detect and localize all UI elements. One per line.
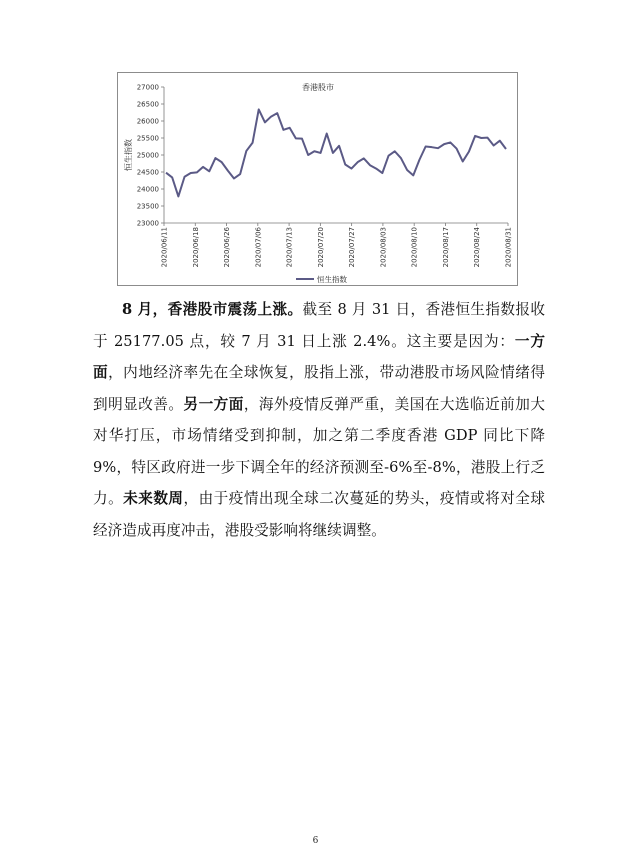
legend: [296, 274, 347, 284]
x-tick-label: 2020/08/10: [410, 227, 419, 268]
x-tick-label: 2020/07/20: [316, 227, 325, 268]
x-tick-label: 2020/07/13: [285, 227, 294, 268]
x-tick-label: 2020/08/17: [441, 227, 450, 268]
paragraph-lead: 8 月，香港股市震荡上涨。: [122, 301, 303, 318]
x-tick-label: 2020/08/24: [473, 227, 482, 268]
paragraph-text: ，由于疫情出现全球二次蔓延的势头，疫情或将对全球经济造成再度冲击，港股受影响将继续调整。: [93, 490, 546, 539]
y-tick-label: 25500: [136, 134, 159, 143]
chart-title: 香港股市: [302, 83, 334, 92]
x-tick-label: 2020/07/27: [348, 227, 357, 268]
y-tick-label: 25000: [136, 151, 159, 160]
y-axis-label: 恒生指数: [124, 139, 133, 171]
x-tick-label: 2020/08/31: [504, 227, 513, 268]
page-number: 6: [312, 836, 319, 846]
y-tick-label: 23000: [136, 219, 159, 228]
series-layer: [166, 109, 506, 196]
x-tick-label: 2020/06/18: [191, 227, 200, 268]
y-tick-label: 26000: [136, 117, 159, 126]
series-line-hang-seng: [166, 109, 506, 196]
paragraph-text: ，海外疫情反弹严重，美国在大选临近前加大对华打压，市场情绪受到抑制，加之第二季度香港 GDP 同比下降 9%，特区政府进一步下调全年的经济预测至-6%至-8%，港股上行乏力。: [93, 395, 545, 507]
hang-seng-chart: [117, 72, 518, 286]
x-tick-label: 2020/06/11: [160, 227, 169, 268]
y-tick-label: 24500: [136, 168, 159, 177]
paragraph-emphasis: 另一方面: [183, 395, 244, 413]
legend-label: 恒生指数: [317, 275, 347, 284]
y-axis-ticks: [137, 84, 164, 228]
x-axis-ticks: [161, 223, 513, 267]
x-tick-label: 2020/08/03: [379, 227, 388, 268]
y-tick-label: 24000: [136, 185, 159, 194]
y-tick-label: 23500: [136, 202, 159, 211]
paragraph-august: [93, 294, 545, 546]
paragraph-emphasis: 一方面: [93, 332, 545, 381]
body-text: [93, 294, 545, 546]
y-tick-label: 26500: [136, 100, 159, 109]
y-tick-label: 27000: [136, 83, 159, 92]
paragraph-text: 截至 8 月 31 日，香港恒生指数报收于 25177.05 点，较 7 月 31 日上涨 2.4%。这主要是因为：: [93, 301, 545, 350]
paragraph-emphasis: 未来数周: [123, 490, 184, 507]
x-tick-label: 2020/06/26: [223, 227, 232, 268]
x-tick-label: 2020/07/06: [254, 227, 263, 268]
paragraph-text: ，内地经济率先在全球恢复，股指上涨，带动港股市场风险情绪得到明显改善。: [93, 364, 545, 413]
chart-canvas: [118, 73, 519, 287]
